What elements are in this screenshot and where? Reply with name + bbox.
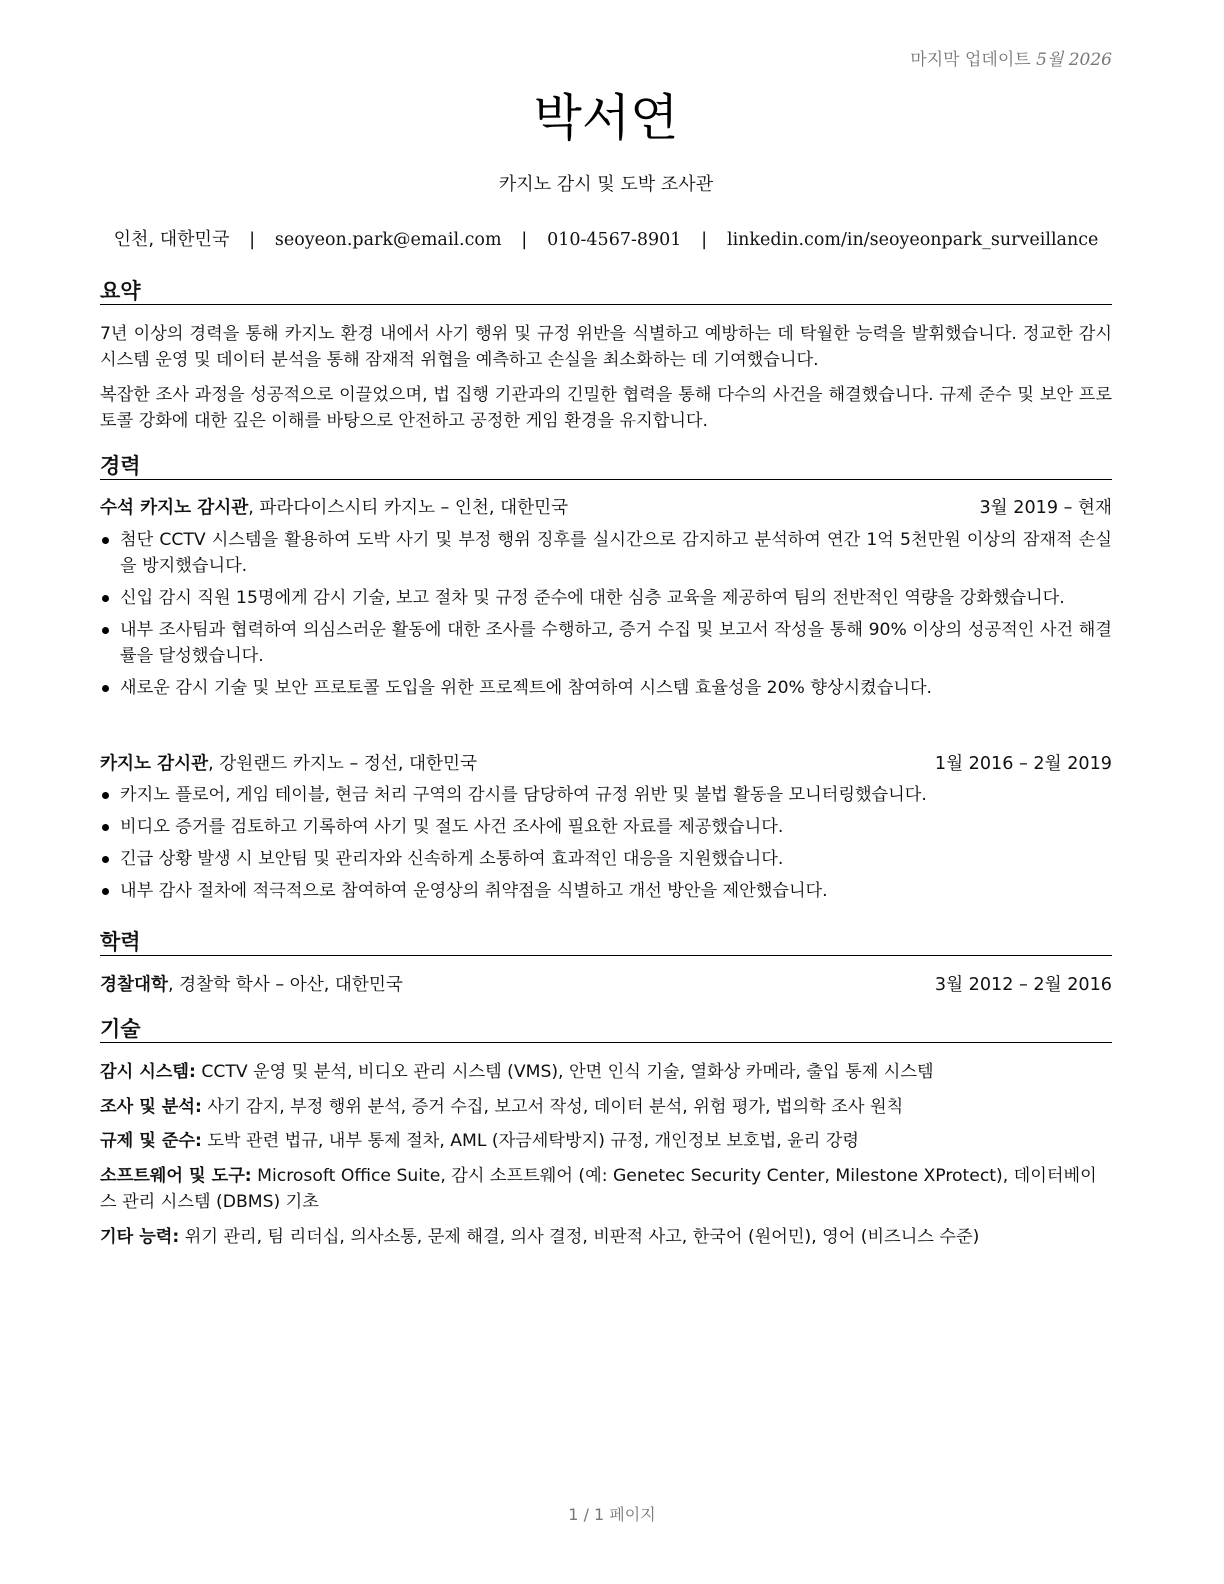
page-footer: 1 / 1 페이지	[568, 1505, 656, 1524]
skill-row	[100, 1128, 1112, 1154]
summary-paragraph: 복잡한 조사 과정을 성공적으로 이끌었으며, 법 집행 기관과의 긴밀한 협력을 통해 다수의 사건을 해결했습니다. 규제 준수 및 보안 프로토콜 강화에 대한 깊은 이해를 바탕으로 안전하고 공정한 게임 환경을 유지합니다.	[100, 385, 1112, 431]
education-detail: , 경찰학 학사 – 아산, 대한민국	[167, 975, 403, 995]
section-heading-skills: 기술	[100, 1016, 1112, 1043]
job-organization: , 강원랜드 카지노 – 정선, 대한민국	[208, 754, 477, 774]
contact-phone: 010-4567-8901	[547, 230, 682, 250]
skill-label: 기타 능력:	[100, 1227, 180, 1247]
summary-paragraph: 7년 이상의 경력을 통해 카지노 환경 내에서 사기 행위 및 규정 위반을 식별하고 예방하는 데 탁월한 능력을 발휘했습니다. 정교한 감시 시스템 운영 및 데이터 분석을 통해 잠재적 위협을 예측하고 손실을 최소화하는 데 기여했습니다.	[100, 324, 1112, 370]
contact-line	[100, 225, 1112, 251]
job-organization: , 파라다이스시티 카지노 – 인천, 대한민국	[248, 498, 569, 518]
skill-label: 소프트웨어 및 도구:	[100, 1166, 252, 1186]
job-bullet: 비디오 증거를 검토하고 기록하여 사기 및 절도 사건 조사에 필요한 자료를 제공했습니다.	[100, 814, 1112, 840]
skill-row	[100, 1094, 1112, 1120]
last-updated	[910, 45, 1112, 70]
job-bullet: 내부 감사 절차에 적극적으로 참여하여 운영상의 취약점을 식별하고 개선 방안을 제안했습니다.	[100, 878, 1112, 904]
job-bullet: 첨단 CCTV 시스템을 활용하여 도박 사기 및 부정 행위 징후를 실시간으로 감지하고 분석하여 연간 1억 5천만원 이상의 잠재적 손실을 방지했습니다.	[100, 527, 1112, 579]
skill-label: 조사 및 분석:	[100, 1097, 202, 1117]
skill-text: Microsoft Office Suite, 감시 소프트웨어 (예: Genetec Security Center, Milestone XProtect), 데이터베이스 관리 시스템 (DBMS) 기초	[100, 1166, 1097, 1212]
job-bullets	[100, 527, 1112, 707]
skill-row	[100, 1224, 1112, 1250]
candidate-name: 박서연	[533, 89, 679, 147]
contact-linkedin[interactable]: linkedin.com/in/seoyeonpark_surveillance	[726, 230, 1099, 250]
candidate-title: 카지노 감시 및 도박 조사관	[498, 174, 714, 195]
skill-row	[100, 1163, 1112, 1215]
job-dates: 3월 2019 – 현재	[979, 498, 1112, 518]
job-bullet: 긴급 상황 발생 시 보안팀 및 관리자와 신속하게 소통하여 효과적인 대응을 지원했습니다.	[100, 846, 1112, 872]
job-bullet: 카지노 플로어, 게임 테이블, 현금 처리 구역의 감시를 담당하여 규정 위반 및 불법 활동을 모니터링했습니다.	[100, 782, 1112, 808]
skill-text: 사기 감지, 부정 행위 분석, 증거 수집, 보고서 작성, 데이터 분석, 위험 평가, 법의학 조사 원칙	[201, 1097, 904, 1117]
job-bullets	[100, 782, 1112, 910]
job-dates: 1월 2016 – 2월 2019	[934, 754, 1112, 774]
section-heading-education: 학력	[100, 929, 1112, 956]
education-school: 경찰대학	[100, 975, 168, 995]
skill-text: 위기 관리, 팀 리더십, 의사소통, 문제 해결, 의사 결정, 비판적 사고, 한국어 (원어민), 영어 (비즈니스 수준)	[179, 1227, 980, 1247]
job-bullet: 신입 감시 직원 15명에게 감시 기술, 보고 절차 및 규정 준수에 대한 심층 교육을 제공하여 팀의 전반적인 역량을 강화했습니다.	[100, 585, 1112, 611]
contact-email[interactable]: seoyeon.park@email.com	[274, 230, 502, 250]
skill-text: 도박 관련 법규, 내부 통제 절차, AML (자금세탁방지) 규정, 개인정보 보호법, 윤리 강령	[201, 1131, 860, 1151]
job-bullet: 내부 조사팀과 협력하여 의심스러운 활동에 대한 조사를 수행하고, 증거 수집 및 보고서 작성을 통해 90% 이상의 성공적인 사건 해결률을 달성했습니다.	[100, 617, 1112, 669]
education-entry	[100, 972, 1112, 998]
last-updated-date: 5월 2026	[1036, 50, 1112, 70]
job-header	[100, 495, 1112, 521]
last-updated-label: 마지막 업데이트	[910, 50, 1031, 70]
skill-row	[100, 1059, 1112, 1085]
skill-label: 감시 시스템:	[100, 1062, 196, 1082]
contact-location: 인천, 대한민국	[113, 229, 230, 250]
education-dates: 3월 2012 – 2월 2016	[934, 975, 1112, 995]
job-role: 카지노 감시관	[100, 754, 209, 774]
job-role: 수석 카지노 감시관	[100, 498, 249, 518]
section-heading-experience: 경력	[100, 453, 1112, 480]
contact-separator: |	[521, 229, 528, 250]
skill-label: 규제 및 준수:	[100, 1131, 202, 1151]
job-header	[100, 751, 1112, 777]
job-bullet: 새로운 감시 기술 및 보안 프로토콜 도입을 위한 프로젝트에 참여하여 시스템 효율성을 20% 향상시켰습니다.	[100, 675, 1112, 701]
skill-text: CCTV 운영 및 분석, 비디오 관리 시스템 (VMS), 안면 인식 기술, 열화상 카메라, 출입 통제 시스템	[195, 1062, 934, 1082]
section-heading-summary: 요약	[100, 278, 1112, 305]
contact-separator: |	[249, 229, 256, 250]
resume-page	[100, 0, 1112, 1584]
contact-separator: |	[701, 229, 708, 250]
